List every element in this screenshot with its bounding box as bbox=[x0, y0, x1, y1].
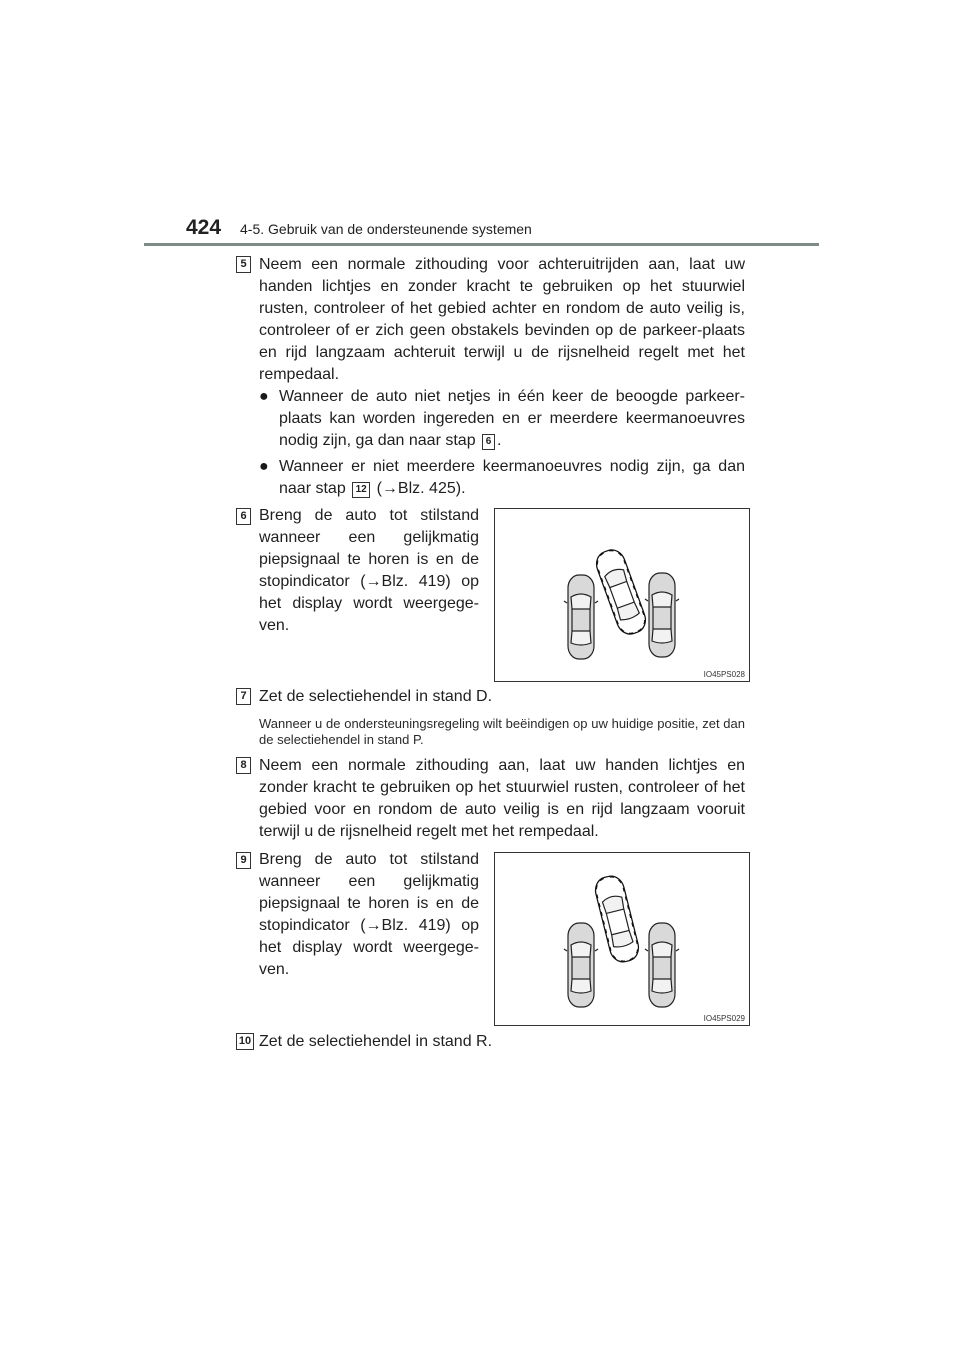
step-ref-6: 6 bbox=[482, 434, 495, 450]
step-7-note: Wanneer u de ondersteuningsregeling wilt beëindigen op uw huidige positie, zet dan de selectiehendel in stand P. bbox=[259, 716, 745, 747]
step-5-number: 5 bbox=[236, 256, 251, 273]
parking-figure-2 bbox=[494, 852, 750, 1026]
figure-1-code: IO45PS028 bbox=[703, 670, 745, 679]
step-9-number: 9 bbox=[236, 852, 251, 869]
step-ref-12: 12 bbox=[352, 482, 370, 498]
step-10-number: 10 bbox=[236, 1033, 254, 1050]
step-7-number: 7 bbox=[236, 688, 251, 705]
step-10-text: Zet de selectiehendel in stand R. bbox=[259, 1033, 493, 1050]
bullet-2-text-a: Wanneer er niet meerdere keermanoeuvres nodig zijn, ga dan naar stap bbox=[279, 458, 745, 497]
step-5-text: Neem een normale zithouding voor achteruitrijden aan, laat uw handen lichtjes en zonder kracht te gebruiken op het stuurwiel rusten, controleer of het gebied achter en rondom de auto veilig is, controleer of er zich geen obstakels bevinden op de parkeer-plaats en rijd langzaam achteruit terwijl u de rijsnelheid regelt met het rempedaal. bbox=[259, 256, 745, 383]
step-6-text: Breng de auto tot stilstand wanneer een gelijkmatig piepsignaal te horen is en de stopindicator (→Blz. 419) op het display wordt weergege-ven. bbox=[259, 507, 479, 634]
step-8-number: 8 bbox=[236, 757, 251, 774]
bullet-2-text-b: (→Blz. 425). bbox=[372, 480, 466, 497]
step-8-text: Neem een normale zithouding aan, laat uw handen lichtjes en zonder kracht te gebruiken op het stuurwiel rusten, controleer of het gebied voor en rondom de auto veilig is en rijd langzaam vooruit terwijl u de rijsnelheid regelt met het rempedaal. bbox=[259, 757, 745, 840]
parking-illustration-1 bbox=[495, 509, 749, 681]
bullet-2-marker: ● bbox=[259, 458, 269, 475]
section-title: 4-5. Gebruik van de ondersteunende systemen bbox=[240, 221, 532, 237]
step-6-number: 6 bbox=[236, 508, 251, 525]
parking-illustration-2 bbox=[495, 853, 749, 1025]
bullet-1-text-b: . bbox=[497, 432, 502, 449]
step-9-text: Breng de auto tot stilstand wanneer een gelijkmatig piepsignaal te horen is en de stopindicator (→Blz. 419) op het display wordt weergege-ven. bbox=[259, 851, 479, 978]
bullet-1-text-a: Wanneer de auto niet netjes in één keer de beoogde parkeer-plaats kan worden ingereden en er meerdere keermanoeuvres nodig zijn, ga dan naar stap bbox=[279, 388, 745, 449]
bullet-1-marker: ● bbox=[259, 388, 269, 405]
header-divider bbox=[144, 243, 819, 246]
parking-figure-1 bbox=[494, 508, 750, 682]
step-7-text: Zet de selectiehendel in stand D. bbox=[259, 688, 493, 705]
bullet-1-text bbox=[279, 386, 745, 452]
page-number: 424 bbox=[186, 216, 222, 239]
figure-2-code: IO45PS029 bbox=[703, 1014, 745, 1023]
bullet-2-text bbox=[279, 456, 745, 500]
